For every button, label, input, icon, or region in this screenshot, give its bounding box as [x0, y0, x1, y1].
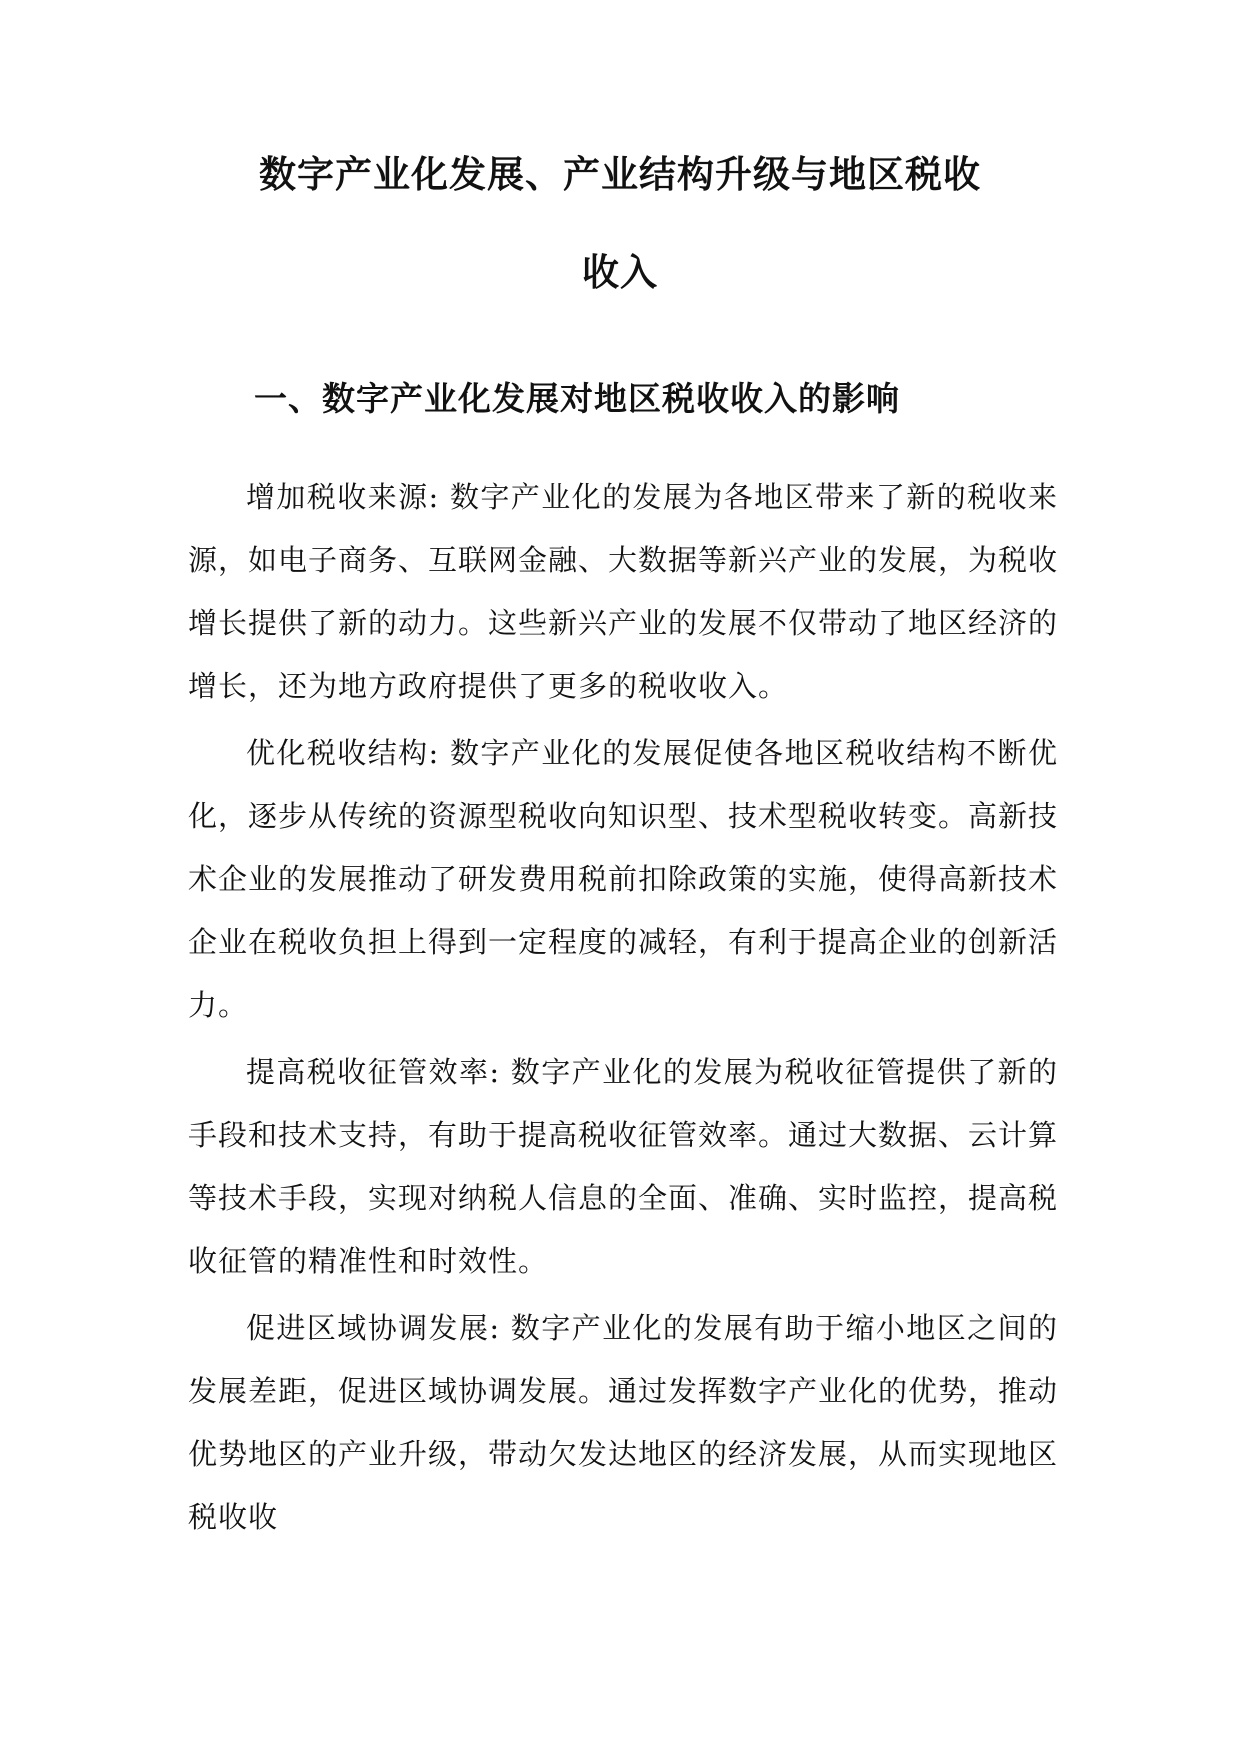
paragraph-regional-coordination [188, 1297, 1058, 1549]
paragraph-increase-tax-sources [188, 466, 1058, 718]
paragraph-lead: 促进区域协调发展: [246, 1311, 501, 1345]
paragraph-lead: 优化税收结构: [246, 736, 440, 770]
paragraph-text: 数字产业化的发展为各地区带来了新的税收来源，如电子商务、互联网金融、大数据等新兴产业的发展，为税收增长提供了新的动力。这些新兴产业的发展不仅带动了地区经济的增长，还为地方政府提供了更多的税收收入。 [188, 480, 1059, 703]
paragraph-text: 数字产业化的发展促使各地区税收结构不断优化，逐步从传统的资源型税收向知识型、技术型税收转变。高新技术企业的发展推动了研发费用税前扣除政策的实施，使得高新技术企业在税收负担上得到一定程度的减轻，有利于提高企业的创新活力。 [188, 736, 1059, 1022]
document-body [188, 466, 1058, 1553]
paragraph-text: 数字产业化的发展有助于缩小地区之间的发展差距，促进区域协调发展。通过发挥数字产业化的优势，推动优势地区的产业升级，带动欠发达地区的经济发展，从而实现地区税收收 [188, 1311, 1059, 1534]
section-heading: 一、数字产业化发展对地区税收收入的影响 [254, 379, 900, 418]
paragraph-lead: 提高税收征管效率: [246, 1055, 501, 1089]
document-title-line-2: 收入 [582, 250, 658, 294]
paragraph-text: 数字产业化的发展为税收征管提供了新的手段和技术支持，有助于提高税收征管效率。通过大数据、云计算等技术手段，实现对纳税人信息的全面、准确、实时监控，提高税收征管的精准性和时效性。 [188, 1055, 1059, 1278]
paragraph-improve-tax-efficiency [188, 1041, 1058, 1293]
document-title-line-1: 数字产业化发展、产业结构升级与地区税收 [259, 152, 981, 196]
paragraph-optimize-tax-structure [188, 722, 1058, 1037]
paragraph-lead: 增加税收来源: [246, 480, 440, 514]
